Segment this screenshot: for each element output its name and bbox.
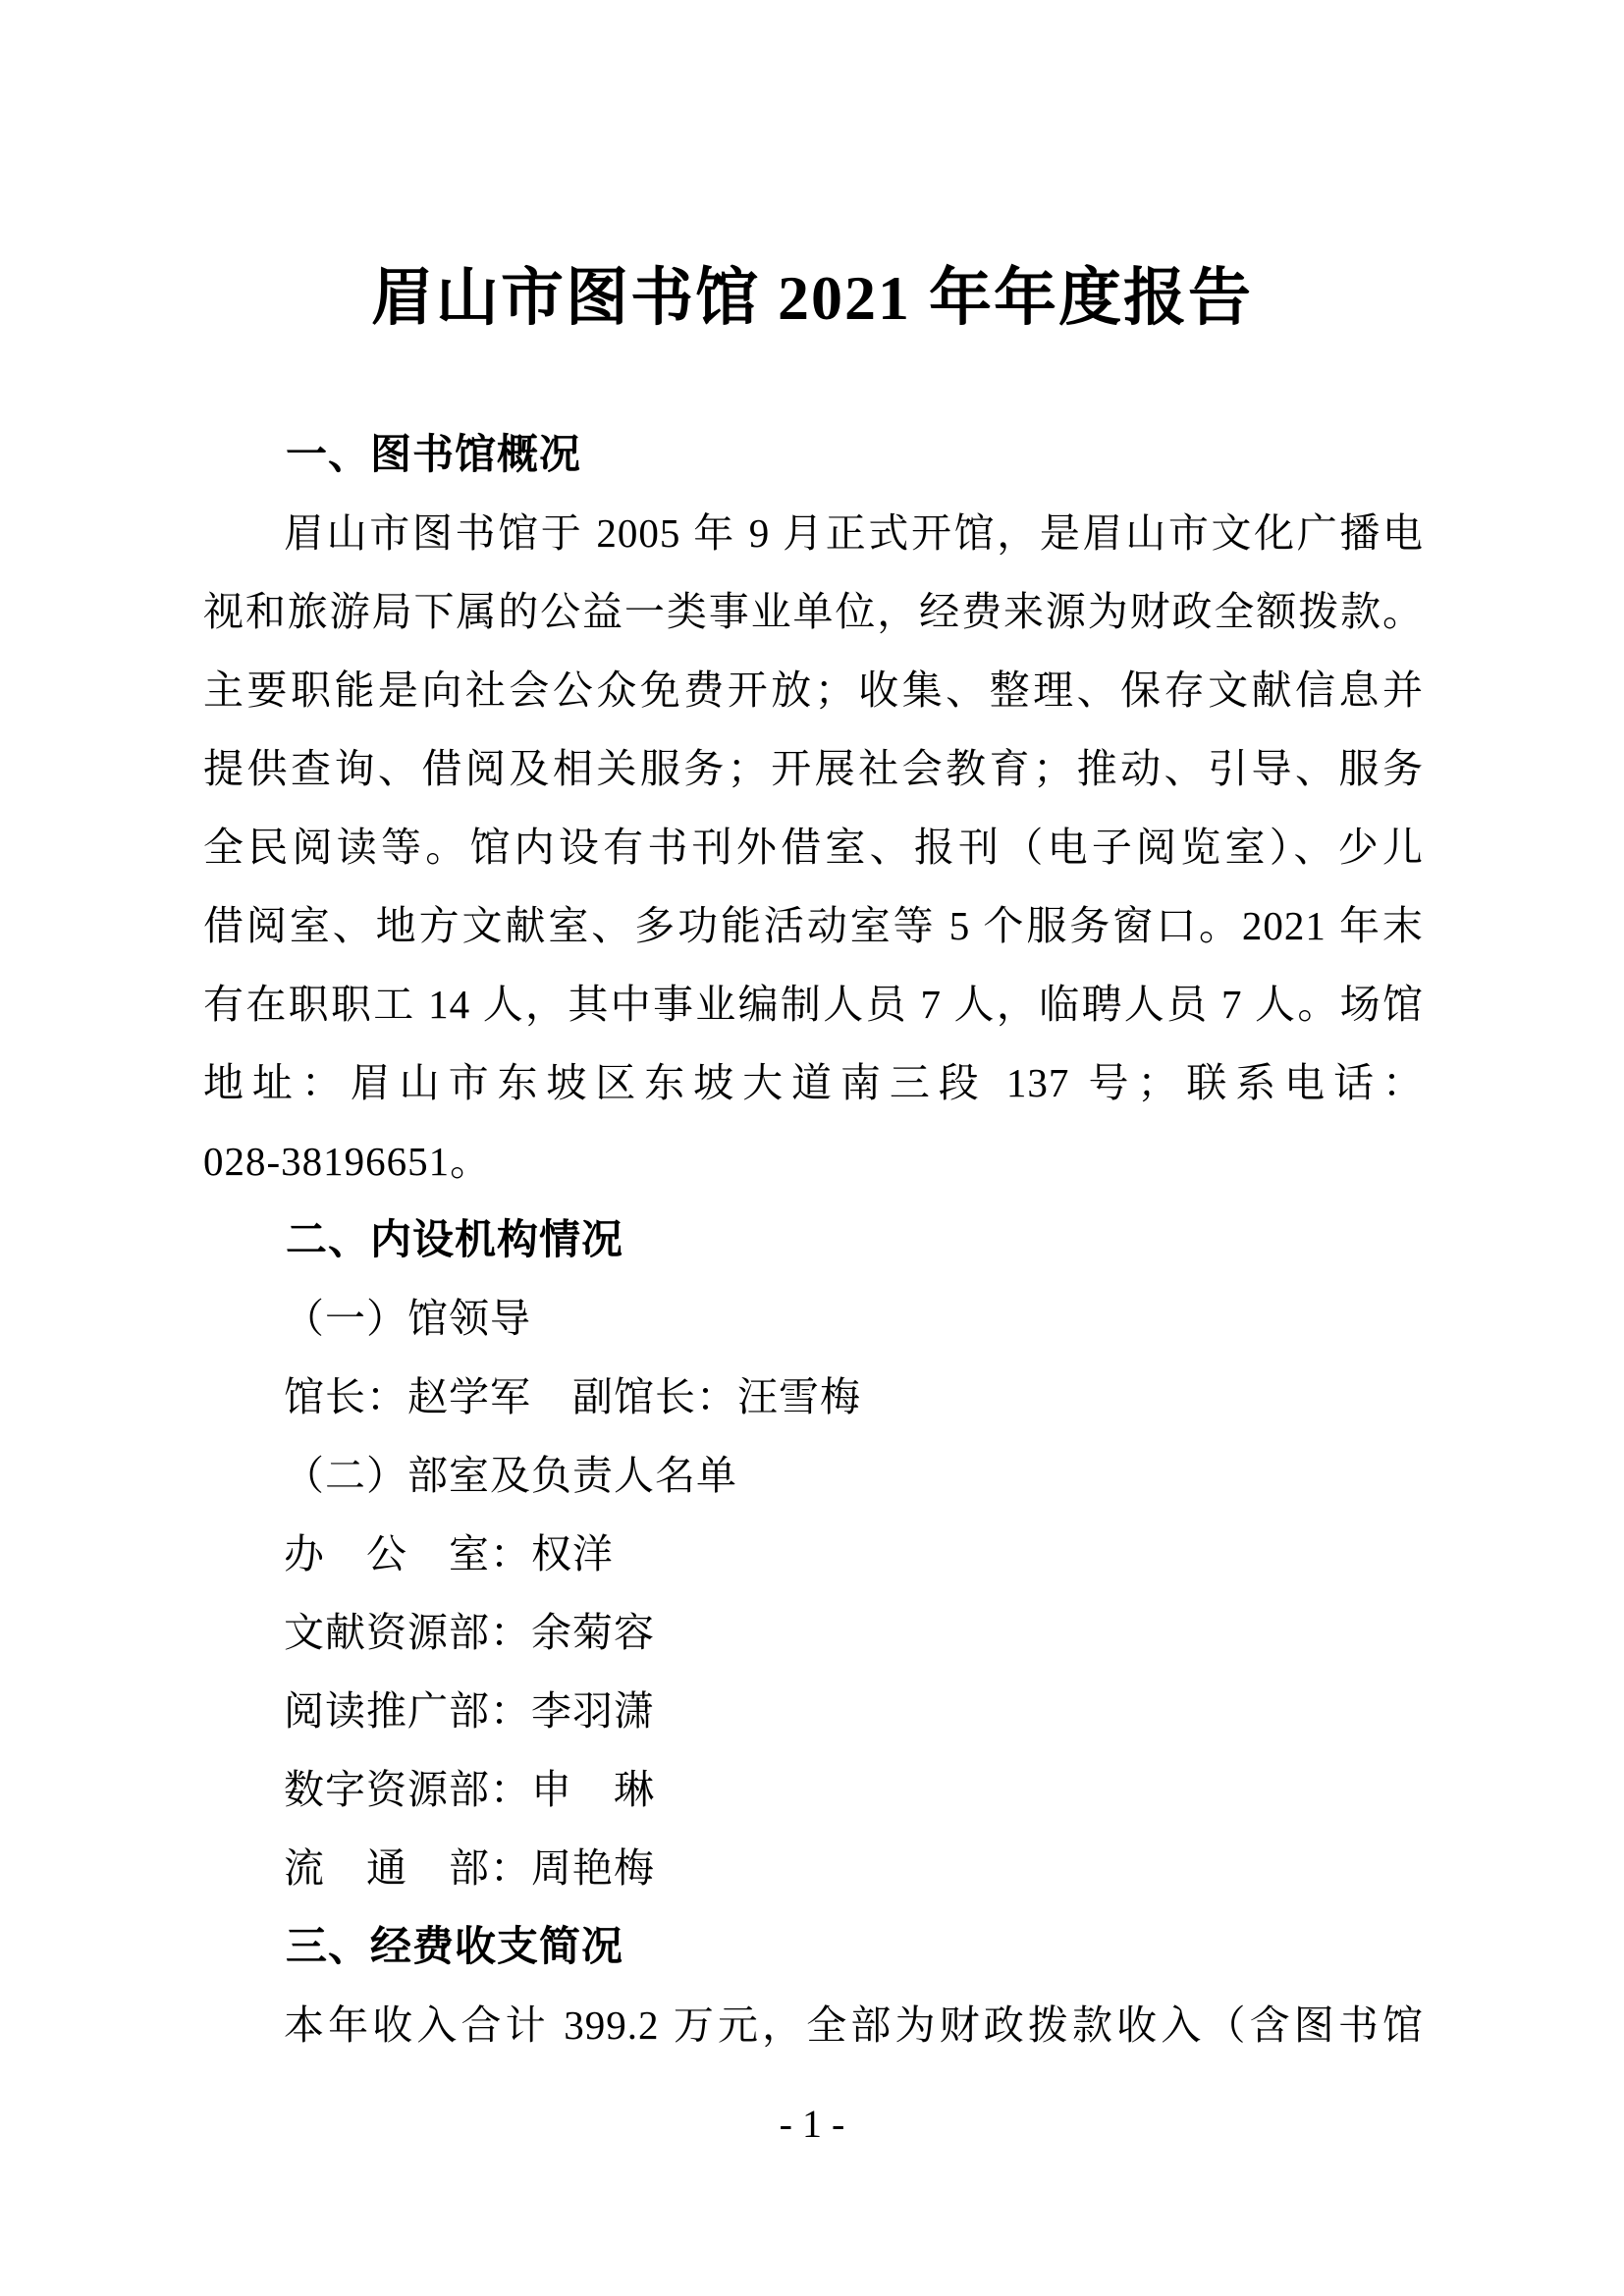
list-item-resources: 文献资源部：余菊容 bbox=[284, 1610, 655, 1655]
paragraph-line: 主要职能是向社会公众免费开放；收集、整理、保存文献信息并 bbox=[203, 667, 1424, 713]
paragraph-line: 眉山市图书馆于 2005 年 9 月正式开馆，是眉山市文化广播电 bbox=[284, 510, 1424, 556]
paragraph-line-income: 本年收入合计 399.2 万元，全部为财政拨款收入（含图书馆 bbox=[284, 2002, 1424, 2048]
paragraph-line: 提供查询、借阅及相关服务；开展社会教育；推动、引导、服务 bbox=[203, 746, 1424, 791]
paragraph-line: 视和旅游局下属的公益一类事业单位，经费来源为财政全额拨款。 bbox=[203, 589, 1424, 634]
section-1-heading: 一、图书馆概况 bbox=[286, 431, 582, 477]
sub-heading-departments: （二）部室及负责人名单 bbox=[284, 1453, 737, 1498]
list-item-reading: 阅读推广部：李羽潇 bbox=[284, 1688, 655, 1734]
paragraph-line: 借阅室、地方文献室、多功能活动室等 5 个服务窗口。2021 年末 bbox=[203, 903, 1424, 948]
page-number: - 1 - bbox=[779, 2102, 845, 2146]
document-body bbox=[203, 415, 1424, 2064]
paragraph-line-address: 地址：眉山市东坡区东坡大道南三段 137 号；联系电话： bbox=[203, 1060, 1424, 1105]
sub-heading-leaders: （一）馆领导 bbox=[284, 1296, 531, 1341]
paragraph-line: 有在职职工 14 人，其中事业编制人员 7 人，临聘人员 7 人。场馆 bbox=[203, 982, 1424, 1027]
list-item-digital: 数字资源部：申 琳 bbox=[284, 1767, 655, 1812]
document-title: 眉山市图书馆 2021 年年度报告 bbox=[371, 263, 1253, 333]
paragraph-line-phone: 028-38196651。 bbox=[203, 1139, 492, 1184]
list-item-directors: 馆长：赵学军 副馆长：汪雪梅 bbox=[284, 1374, 861, 1419]
section-2-heading: 二、内设机构情况 bbox=[286, 1216, 624, 1262]
paragraph-line: 全民阅读等。馆内设有书刊外借室、报刊（电子阅览室）、少儿 bbox=[203, 825, 1424, 870]
list-item-office: 办 公 室：权洋 bbox=[284, 1531, 614, 1576]
section-3-heading: 三、经费收支简况 bbox=[286, 1923, 624, 1969]
list-item-circulation: 流 通 部：周艳梅 bbox=[284, 1845, 655, 1891]
